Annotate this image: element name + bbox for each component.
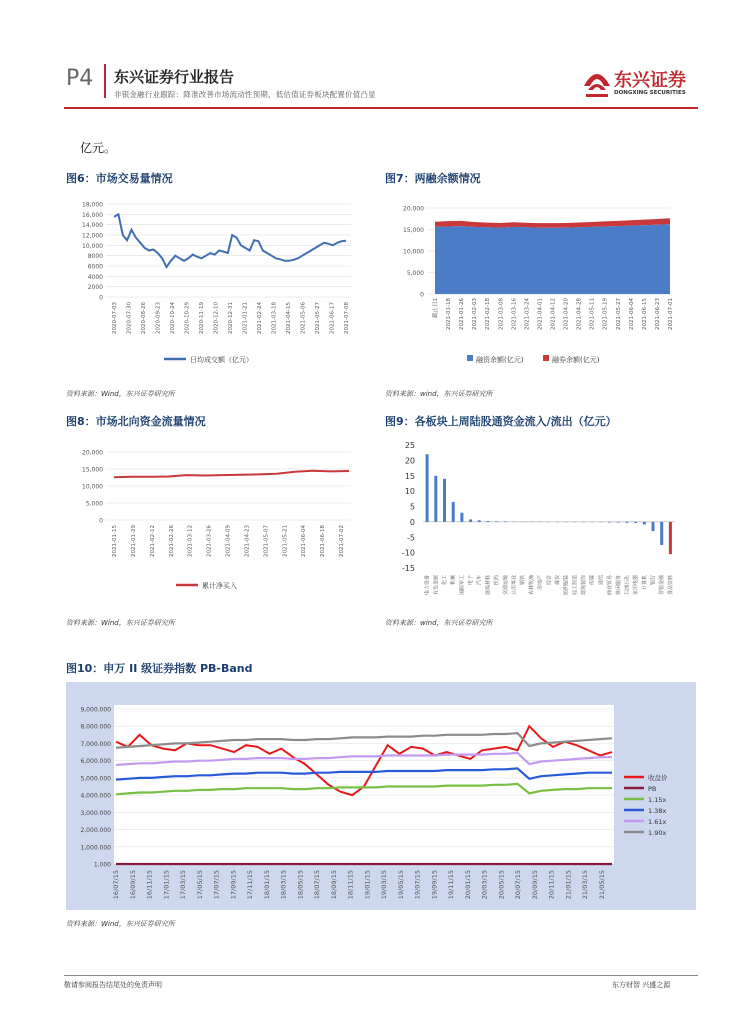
fig10-x-tick: 17/01/15 (162, 870, 171, 900)
fig9-x-tick: 电力设备 (424, 575, 431, 596)
header-rule (64, 107, 698, 109)
fig10-x-tick: 17/03/15 (179, 870, 188, 900)
fig9-x-tick: 国防军工 (459, 575, 466, 596)
fig10-x-tick: 16/09/15 (128, 870, 137, 900)
fig6-y-tick: 4000 (87, 273, 103, 281)
fig10-x-tick: 21/03/15 (581, 870, 590, 900)
fig9-x-tick: 公用事业 (511, 575, 518, 596)
fig9-x-tick: 银行 (650, 575, 657, 586)
fig9-bar (469, 519, 472, 522)
fig10-x-tick: 19/01/15 (363, 870, 372, 900)
fig6-legend-label: 日均成交额（亿元） (190, 356, 253, 364)
fig6-y-tick: 8000 (87, 253, 103, 261)
fig9-bar (608, 522, 611, 523)
fig9-bar (660, 522, 663, 545)
fig7-y-tick: 10,000 (403, 248, 424, 256)
fig9-y-tick: 0 (409, 517, 415, 527)
fig10-source: 资料来源：Wind，东兴证券研究所 (66, 920, 175, 928)
fig9-bar (478, 520, 481, 522)
fig7-y-tick: 15,000 (403, 227, 424, 234)
fig9-x-tick: 化工 (441, 575, 448, 586)
page-number: P4 (66, 66, 94, 91)
fig6-x-tick: 2020-09-23 (155, 302, 162, 334)
fig9-x-tick: 医药 (494, 575, 501, 586)
fig10-x-tick: 18/01/15 (262, 870, 271, 900)
fig9-bar (634, 522, 637, 523)
fig10-x-tick: 20/11/15 (547, 870, 556, 900)
fig9-x-tick: 纺织服装 (563, 575, 570, 596)
fig8-x-tick: 2021-02-26 (168, 525, 175, 557)
fig6-y-tick: 0 (99, 294, 103, 302)
fig10-y-tick: 7,000.000 (80, 740, 111, 748)
fig10-x-tick: 17/07/15 (212, 870, 221, 900)
fig10-y-tick: 6,000.000 (80, 758, 111, 766)
fig6-x-tick: 2020-12-10 (213, 302, 220, 334)
fig9-bar (617, 522, 620, 523)
fig8-x-tick: 2021-01-29 (130, 525, 137, 557)
fig10-x-tick: 19/05/15 (396, 870, 405, 900)
fig6-x-tick: 2021-01-21 (242, 302, 249, 334)
fig6-x-tick: 2021-05-06 (300, 302, 307, 334)
fig6-y-tick: 10,000 (82, 242, 103, 250)
fig7-title: 图7：两融余额情况 (385, 172, 481, 185)
fig10-y-tick: 3,000.000 (80, 809, 111, 817)
fig10-x-tick: 19/03/15 (380, 870, 389, 900)
fig9-x-tick: 煤炭 (554, 575, 561, 586)
fig9-x-tick: 商业贸易 (607, 575, 614, 596)
fig9-y-tick: -5 (407, 533, 415, 543)
fig10-x-tick: 18/05/15 (296, 870, 305, 900)
fig7-y-tick: 5,000 (406, 270, 424, 277)
fig7-x-tick: 2021-04-28 (576, 298, 583, 330)
fig9-y-tick: 15 (404, 471, 415, 481)
footer-rule (64, 975, 698, 976)
fig8-y-tick: 10,000 (82, 483, 103, 491)
fig7-legend-swatch (543, 355, 549, 361)
company-logo-english: DONGXING SECURITIES (614, 90, 686, 96)
fig6-x-tick: 2021-05-27 (315, 302, 321, 334)
fig6-x-tick: 2021-07-08 (344, 302, 350, 334)
fig8-chart (66, 435, 366, 605)
fig7-x-tick: 2021-02-03 (472, 298, 479, 330)
fig9-x-tick: 机械 (450, 575, 457, 586)
fig9-x-tick: 建筑装饰 (581, 575, 588, 596)
fig7-x-tick: 2021-06-15 (641, 298, 648, 330)
fig6-x-tick: 2020-08-26 (141, 302, 147, 334)
fig10-x-tick: 17/05/15 (195, 870, 204, 900)
fig7-x-tick: 2021-03-08 (498, 298, 505, 330)
fig8-x-tick: 2021-04-23 (244, 525, 251, 557)
fig10-legend-label: 1.15x (648, 796, 667, 804)
fig10-y-tick: 9,000.000 (80, 706, 111, 714)
fig9-bar (443, 479, 446, 522)
fig7-x-tick: 2021-05-19 (602, 298, 609, 330)
fig6-x-tick: 2020-10-29 (184, 302, 191, 334)
fig10-x-tick: 18/03/15 (279, 870, 288, 900)
fig10-x-tick: 20/09/15 (530, 870, 539, 900)
report-subtitle: 非银金融行业跟踪：降准改善市场流动性预期，低估值证券板块配置价值凸显 (114, 90, 376, 99)
fig7-x-tick: 截止日1 (433, 298, 439, 318)
fig9-chart (385, 435, 695, 610)
fig7-x-tick: 2021-04-20 (563, 298, 570, 330)
fig10-x-tick: 17/11/15 (246, 870, 255, 900)
fig7-y-tick: 20,000 (403, 205, 424, 213)
fig10-y-tick: 5,000.000 (80, 775, 111, 783)
fig9-y-tick: 5 (409, 502, 415, 512)
fig9-x-tick: 汽车 (476, 575, 483, 586)
fig9-x-tick: 休闲服务 (615, 575, 622, 596)
fig10-x-tick: 21/05/15 (598, 870, 606, 900)
fig9-bar (460, 513, 463, 522)
fig8-x-tick: 2021-06-18 (320, 525, 327, 557)
fig7-x-tick: 2021-02-18 (485, 298, 492, 330)
fig8-legend-label: 累计净买入 (202, 582, 237, 590)
fig6-x-tick: 2020-11-19 (199, 302, 205, 334)
fig8-y-tick: 15,000 (82, 466, 103, 474)
fig9-x-tick: 轻工制造 (572, 575, 579, 596)
footer-disclaimer: 敬请参阅报告结尾处的免责声明 (64, 981, 162, 989)
fig9-bar (643, 522, 646, 525)
fig6-y-tick: 12,000 (82, 232, 103, 240)
fig7-x-tick: 2021-04-12 (550, 298, 557, 330)
fig9-x-tick: 有色金属 (433, 575, 440, 596)
fig10-y-tick: 8,000.000 (80, 723, 111, 731)
fig7-x-tick: 2021-05-27 (615, 298, 622, 330)
fig6-source: 资料来源：Wind，东兴证券研究所 (66, 390, 175, 398)
fig6-title: 图6：市场交易量情况 (66, 172, 173, 185)
fig9-y-tick: 25 (404, 441, 415, 450)
fig7-legend-swatch (467, 355, 473, 361)
fig6-chart (66, 190, 366, 380)
fig10-legend-label: 1.61x (648, 818, 667, 826)
fig10-legend-label: 收盘价 (648, 774, 668, 782)
fig8-y-tick: 0 (99, 517, 103, 525)
fig10-x-tick: 20/05/15 (497, 870, 506, 900)
fig10-y-tick: 1.000 (93, 861, 111, 869)
fig9-bar (652, 522, 655, 531)
fig6-x-tick: 2021-02-24 (257, 302, 263, 334)
fig10-y-tick: 2,000.000 (80, 827, 111, 835)
fig10-chart (66, 682, 696, 910)
fig9-y-tick: -10 (401, 548, 415, 558)
fig7-x-tick: 2021-05-11 (589, 298, 596, 330)
fig8-x-tick: 2021-05-07 (263, 525, 270, 557)
fig9-bar (669, 522, 672, 554)
fig9-x-tick: 钢铁 (520, 575, 527, 586)
fig8-x-tick: 2021-06-04 (301, 525, 308, 557)
fig9-x-tick: 电子 (468, 575, 475, 586)
fig6-x-tick: 2021-03-18 (271, 302, 278, 334)
fig9-x-tick: 家用电器 (633, 575, 640, 596)
fig7-legend-label: 融券余额(亿元) (552, 356, 600, 364)
report-title: 东兴证券行业报告 (114, 68, 235, 86)
intro-text: 亿元。 (80, 141, 117, 155)
fig10-x-tick: 19/09/15 (430, 870, 439, 900)
fig9-source: 资料来源：wind，东兴证券研究所 (385, 619, 493, 627)
fig9-x-tick: 计算机 (641, 575, 648, 591)
fig8-x-tick: 2021-04-09 (225, 525, 232, 557)
fig7-legend-label: 融资余额(亿元) (476, 356, 524, 364)
fig10-x-tick: 20/03/15 (480, 870, 489, 900)
fig8-source: 资料来源：Wind，东兴证券研究所 (66, 619, 175, 627)
fig9-y-tick: 20 (404, 456, 415, 466)
fig9-bar (626, 522, 629, 523)
fig10-x-tick: 17/09/15 (229, 870, 238, 900)
company-logo-name: 东兴证券 (614, 70, 686, 91)
fig6-x-tick: 2021-06-17 (329, 302, 336, 334)
fig7-x-tick: 2021-03-24 (524, 298, 531, 330)
fig10-x-tick: 19/07/15 (413, 870, 422, 900)
fig10-y-tick: 1,000.000 (80, 844, 111, 852)
fig6-y-tick: 6000 (87, 263, 103, 271)
fig10-x-tick: 18/09/15 (329, 870, 338, 900)
fig9-x-tick: 交通运输 (502, 575, 509, 596)
fig6-y-tick: 2000 (87, 284, 103, 292)
fig9-x-tick: 通信 (598, 575, 605, 586)
fig6-y-tick: 14,000 (82, 222, 103, 230)
fig9-x-tick: 食品饮料 (667, 575, 674, 596)
fig8-y-tick: 20,000 (82, 449, 103, 457)
fig7-x-tick: 2021-01-18 (446, 298, 453, 330)
fig6-x-tick: 2021-04-15 (286, 302, 292, 334)
header-divider (104, 64, 106, 98)
fig9-bar (495, 521, 498, 522)
fig6-series-line (114, 214, 346, 267)
fig7-chart (385, 190, 695, 380)
fig10-legend-label: 1.38x (648, 807, 667, 815)
fig10-x-tick: 19/11/15 (447, 870, 456, 900)
fig7-x-tick: 2021-06-23 (654, 298, 661, 330)
fig10-title: 图10：申万 II 级证券指数 PB-Band (66, 662, 253, 675)
fig9-x-tick: 石油石化 (624, 575, 631, 596)
fig10-y-tick: 4,000.000 (80, 792, 111, 800)
fig6-y-tick: 18,000 (82, 201, 103, 209)
fig8-x-tick: 2021-07-02 (339, 525, 345, 557)
fig8-x-tick: 2021-02-12 (149, 525, 156, 557)
fig9-y-tick: 10 (404, 487, 415, 497)
fig7-x-tick: 2021-06-04 (628, 298, 635, 330)
fig9-x-tick: 建筑材料 (485, 575, 492, 596)
fig8-y-tick: 5,000 (85, 500, 103, 508)
fig9-x-tick: 综合 (546, 575, 553, 586)
fig10-legend-label: 1.90x (648, 829, 667, 837)
fig6-y-tick: 16,000 (82, 211, 103, 219)
fig10-legend-label: PB (648, 785, 657, 793)
fig7-x-tick: 2021-04-01 (537, 298, 544, 330)
fig8-series-line (114, 471, 349, 478)
fig7-y-tick: 0 (420, 291, 424, 299)
footer-slogan: 东方财智 兴盛之源 (612, 981, 671, 989)
fig6-x-tick: 2020-07-03 (112, 302, 118, 334)
fig8-title: 图8：市场北向资金流量情况 (66, 415, 206, 428)
fig9-x-tick: 非银金融 (659, 575, 666, 596)
fig8-x-tick: 2021-05-21 (282, 525, 289, 557)
fig7-source: 资料来源：wind，东兴证券研究所 (385, 390, 493, 398)
fig8-x-tick: 2021-01-15 (112, 525, 118, 557)
fig10-x-tick: 20/01/15 (463, 870, 472, 900)
fig9-bar (434, 476, 437, 522)
fig9-x-tick: 传媒 (589, 575, 596, 586)
fig9-x-tick: 农林牧渔 (528, 575, 535, 596)
fig6-x-tick: 2020-07-30 (126, 302, 133, 334)
fig8-x-tick: 2021-03-12 (187, 525, 194, 557)
fig6-x-tick: 2020-10-24 (170, 302, 176, 334)
fig7-x-tick: 2021-01-26 (459, 298, 466, 330)
fig7-x-tick: 2021-03-16 (511, 298, 518, 330)
fig10-x-tick: 16/11/15 (145, 870, 154, 900)
fig9-title: 图9：各板块上周陆股通资金流入/流出（亿元） (385, 415, 617, 428)
fig10-x-tick: 21/01/15 (564, 870, 573, 900)
fig9-bar (452, 502, 455, 522)
fig10-x-tick: 18/07/15 (313, 870, 322, 900)
fig7-x-tick: 2021-07-01 (668, 298, 674, 330)
fig10-x-tick: 16/07/15 (112, 870, 120, 900)
fig9-y-tick: -15 (401, 564, 415, 573)
fig8-x-tick: 2021-03-26 (206, 525, 213, 557)
fig9-x-tick: 房地产 (537, 575, 544, 591)
fig9-bar (486, 521, 489, 522)
fig10-x-tick: 18/11/15 (346, 870, 355, 900)
fig6-x-tick: 2020-12-31 (228, 302, 234, 334)
company-logo-icon (582, 64, 612, 102)
fig9-bar (504, 521, 507, 522)
fig10-x-tick: 20/07/15 (514, 870, 523, 900)
fig7-series-area (435, 224, 670, 294)
fig9-bar (426, 454, 429, 522)
